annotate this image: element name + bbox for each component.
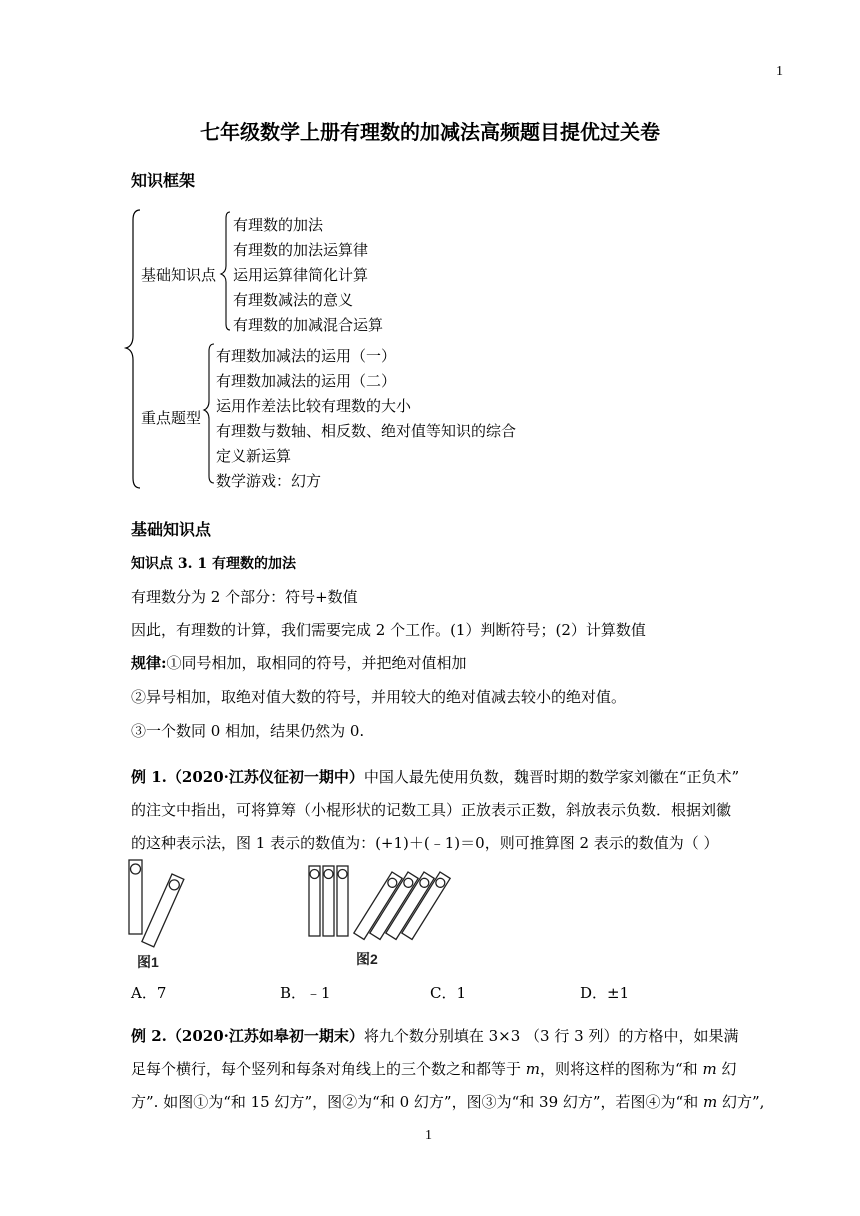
option-d: D．±1 <box>580 984 630 1002</box>
tree-group1-item: 有理数的加减混合运算 <box>233 316 384 334</box>
example-1-line <box>131 766 739 787</box>
example-1-text: 中国人最先使用负数，魏晋时期的数学家刘徽在“正负术” <box>363 768 740 786</box>
example-2-line <box>131 1091 764 1112</box>
example-1-label: 例 1.（2020·江苏仪征初一期中） <box>131 768 364 786</box>
example-1-line: 的这种表示法，图 1 表示的数值为：(+1)＋(﹣1)＝0，则可推算图 2 表示的数值为（ ） <box>131 834 719 852</box>
tree-group2-label: 重点题型 <box>141 409 202 427</box>
framework-heading: 知识框架 <box>131 171 196 190</box>
rule-label: 规律: <box>131 654 167 672</box>
section-heading: 基础知识点 <box>131 520 212 539</box>
knowledge-point-heading: 知识点 3. 1 有理数的加法 <box>131 556 296 572</box>
option-c: C．1 <box>430 984 467 1002</box>
page-title: 七年级数学上册有理数的加减法高频题目提优过关卷 <box>200 120 660 144</box>
variable-m: m <box>525 1060 541 1078</box>
example-2-text: 足每个横行，每个竖列和每条对角线上的三个数之和都等于 <box>131 1060 526 1078</box>
example-2-text: 将九个数分别填在 3×3 （3 行 3 列）的方格中，如果满 <box>363 1027 739 1045</box>
variable-m: m <box>702 1093 718 1111</box>
example-2-line <box>131 1058 736 1079</box>
tree-group2-item: 运用作差法比较有理数的大小 <box>216 397 412 415</box>
example-2-text: 方”. 如图①为“和 15 幻方”，图②为“和 0 幻方”，图③为“和 39 幻方”，若图④为“和 <box>131 1093 703 1111</box>
example-2-text: 幻方”, <box>717 1093 765 1111</box>
tree-group2-item: 数学游戏：幻方 <box>216 472 322 490</box>
example-2-text: ，则将这样的图称为“和 <box>540 1060 703 1078</box>
example-2-line <box>131 1025 738 1046</box>
tree-group2-item: 有理数加减法的运用（一） <box>216 347 397 365</box>
tree-group1-label: 基础知识点 <box>141 266 217 284</box>
example-2-text: 幻 <box>716 1060 737 1078</box>
tree-group1-item: 有理数的加法 <box>233 216 324 234</box>
variable-m: m <box>702 1060 717 1078</box>
tree-group1-item: 有理数的加法运算律 <box>233 241 369 259</box>
example-2-label: 例 2.（2020·江苏如皋初一期末） <box>131 1027 364 1045</box>
page-number-top: 1 <box>776 64 783 79</box>
figure-2-label: 图2 <box>356 951 378 967</box>
rule-line: ③一个数同 0 相加，结果仍然为 0. <box>131 722 365 740</box>
example-1-line: 的注文中指出，可将算筹（小棍形状的记数工具）正放表示正数，斜放表示负数．根据刘徽 <box>131 801 732 819</box>
figure-1-label: 图1 <box>137 954 159 970</box>
tree-group1-item: 运用运算律简化计算 <box>233 266 369 284</box>
tree-group2-item: 有理数加减法的运用（二） <box>216 372 397 390</box>
rule-text: ①同号相加，取相同的符号，并把绝对值相加 <box>166 654 467 672</box>
paragraph: 因此，有理数的计算，我们需要完成 2 个工作。(1）判断符号；(2）计算数值 <box>131 621 646 639</box>
paragraph: 有理数分为 2 个部分：符号+数值 <box>131 588 358 606</box>
page-number-bottom: 1 <box>425 1128 432 1143</box>
rule-line <box>131 652 467 673</box>
rule-line: ②异号相加，取绝对值大数的符号，并用较大的绝对值减去较小的绝对值。 <box>131 688 627 706</box>
option-a: A．7 <box>131 984 167 1002</box>
tree-group1-item: 有理数减法的意义 <box>233 291 354 309</box>
tree-group2-item: 有理数与数轴、相反数、绝对值等知识的综合 <box>216 422 517 440</box>
counting-rods-figure <box>122 852 482 972</box>
tree-group2-item: 定义新运算 <box>216 447 292 465</box>
option-b: B．﹣1 <box>280 984 331 1002</box>
